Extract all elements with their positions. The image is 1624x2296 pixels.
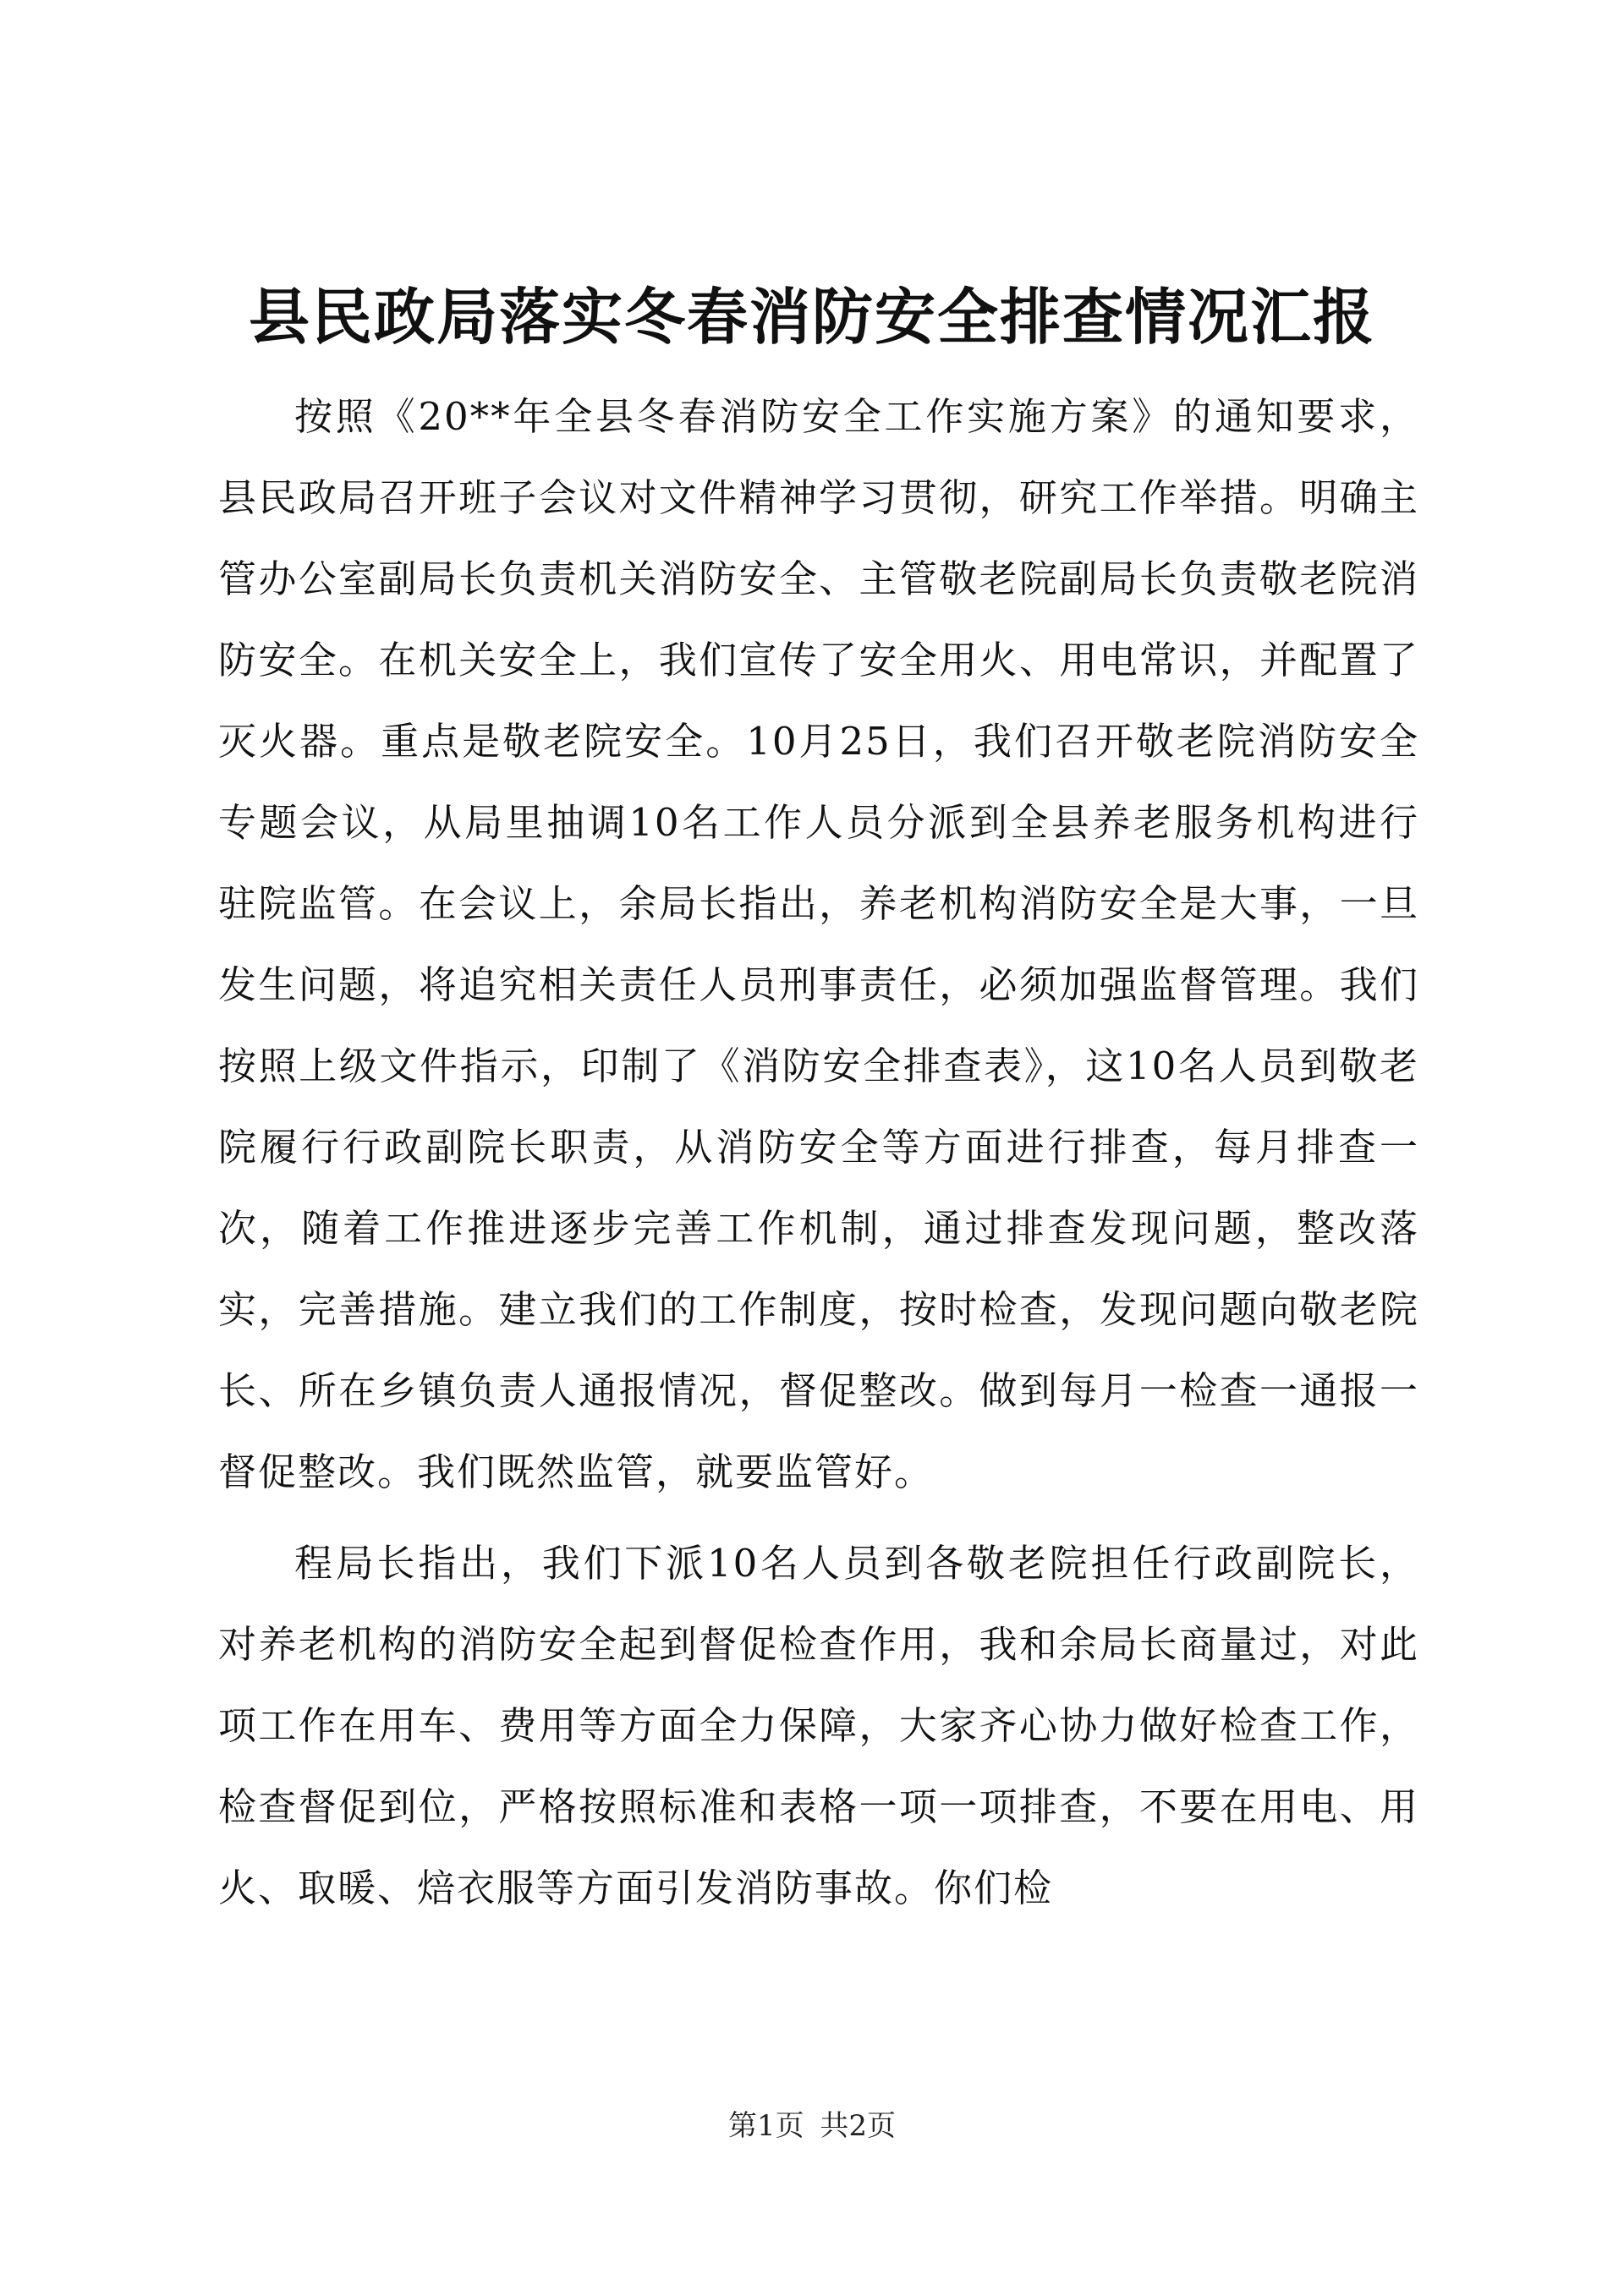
body-paragraph: 程局长指出，我们下派10名人员到各敬老院担任行政副院长，对养老机构的消防安全起到督促检查作用，我和余局长商量过，对此项工作在用车、费用等方面全力保障，大家齐心协力做好检查工作，检查督促到位，严格按照标准和表格一项一项排查，不要在用电、用火、取暖、焙衣服等方面引发消防事故。你们检 xyxy=(218,1541,1419,1910)
total-page-count: 共2页 xyxy=(820,2109,897,2143)
document-title: 县民政局落实冬春消防安全排查情况汇报 xyxy=(248,281,1375,353)
document-body xyxy=(218,376,1419,1929)
page-footer xyxy=(0,2107,1624,2145)
current-page-number: 第1页 xyxy=(727,2109,804,2143)
body-paragraph: 按照《20**年全县冬春消防安全工作实施方案》的通知要求，县民政局召开班子会议对文件精神学习贯彻，研究工作举措。明确主管办公室副局长负责机关消防安全、主管敬老院副局长负责敬老院消防安全。在机关安全上，我们宣传了安全用火、用电常识，并配置了灭火器。重点是敬老院安全。10月25日，我们召开敬老院消防安全专题会议，从局里抽调10名工作人员分派到全县养老服务机构进行驻院监管。在会议上，余局长指出，养老机构消防安全是大事，一旦发生问题，将追究相关责任人员刑事责任，必须加强监督管理。我们按照上级文件指示，印制了《消防安全排查表》，这10名人员到敬老院履行行政副院长职责，从消防安全等方面进行排查，每月排查一次，随着工作推进逐步完善工作机制，通过排查发现问题，整改落实，完善措施。建立我们的工作制度，按时检查，发现问题向敬老院长、所在乡镇负责人通报情况，督促整改。做到每月一检查一通报一督促整改。我们既然监管，就要监管好。 xyxy=(218,394,1419,1494)
